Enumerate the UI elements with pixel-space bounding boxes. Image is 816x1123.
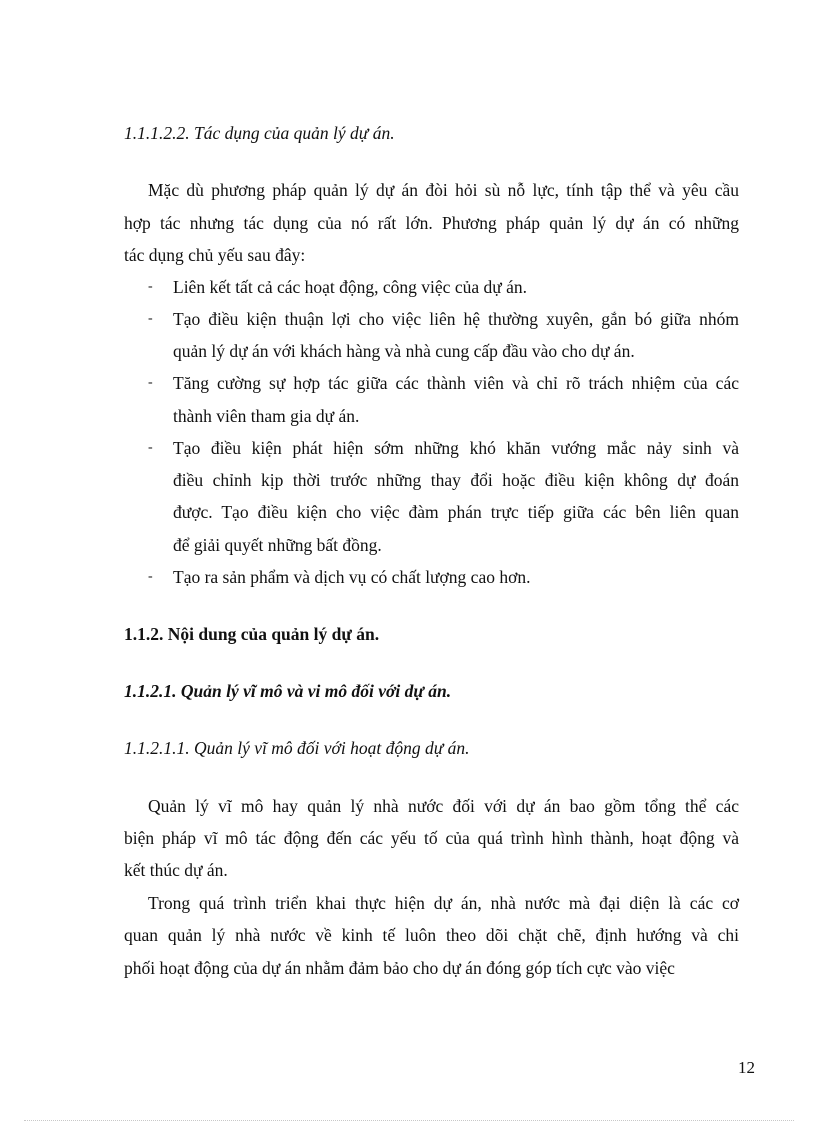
page-number: 12	[738, 1058, 755, 1077]
section-heading-1-1-2: 1.1.2. Nội dung của quản lý dự án.	[124, 624, 380, 644]
bullet-item-line: Tạo ra sản phẩm và dịch vụ có chất lượng cao hơn.	[173, 567, 531, 587]
paragraph-line: quan quản lý nhà nước về kinh tế luôn theo dõi chặt chẽ, định hướng và chi	[124, 925, 739, 945]
bullet-marker: ‐	[148, 569, 153, 584]
bullet-marker: ‐	[148, 311, 153, 326]
bullet-item-line: Tạo điều kiện thuận lợi cho việc liên hệ thường xuyên, gắn bó giữa nhóm	[173, 309, 739, 329]
bullet-item-line: được. Tạo điều kiện cho việc đàm phán trực tiếp giữa các bên liên quan	[173, 502, 739, 522]
bullet-item-line: Tăng cường sự hợp tác giữa các thành viên và chỉ rõ trách nhiệm của các	[173, 373, 739, 393]
subsection-heading-1-1-2-1-1: 1.1.2.1.1. Quản lý vĩ mô đối với hoạt động dự án.	[124, 738, 470, 758]
bullet-item-line: quản lý dự án với khách hàng và nhà cung cấp đầu vào cho dự án.	[173, 341, 635, 361]
subsection-heading-1-1-2-1: 1.1.2.1. Quản lý vĩ mô và vi mô đối với dự án.	[124, 681, 452, 701]
subsection-heading-1-1-1-2-2: 1.1.1.2.2. Tác dụng của quản lý dự án.	[124, 123, 395, 143]
footer-divider	[24, 1120, 794, 1121]
bullet-item-line: Liên kết tất cả các hoạt động, công việc của dự án.	[173, 277, 527, 297]
bullet-marker: ‐	[148, 440, 153, 455]
intro-line-3: tác dụng chủ yếu sau đây:	[124, 245, 306, 265]
paragraph-line: biện pháp vĩ mô tác động đến các yếu tố của quá trình hình thành, hoạt động và	[124, 828, 739, 848]
bullet-item-line: thành viên tham gia dự án.	[173, 406, 360, 426]
intro-line-1: Mặc dù phương pháp quản lý dự án đòi hỏi sù nỗ lực, tính tập thể và yêu cầu	[148, 180, 739, 200]
bullet-item-line: điều chỉnh kịp thời trước những thay đổi hoặc điều kiện không dự đoán	[173, 470, 739, 490]
intro-line-2: hợp tác nhưng tác dụng của nó rất lớn. Phương pháp quản lý dự án có những	[124, 213, 739, 233]
bullet-marker: ‐	[148, 279, 153, 294]
paragraph-line: Trong quá trình triển khai thực hiện dự án, nhà nước mà đại diện là các cơ	[148, 893, 739, 913]
paragraph-line: phối hoạt động của dự án nhằm đảm bảo cho dự án đóng góp tích cực vào việc	[124, 958, 675, 978]
bullet-item-line: Tạo điều kiện phát hiện sớm những khó khăn vướng mắc nảy sinh và	[173, 438, 739, 458]
bullet-marker: ‐	[148, 375, 153, 390]
bullet-item-line: để giải quyết những bất đồng.	[173, 535, 382, 555]
paragraph-line: kết thúc dự án.	[124, 860, 228, 880]
paragraph-line: Quản lý vĩ mô hay quản lý nhà nước đối với dự án bao gồm tổng thể các	[148, 796, 739, 816]
